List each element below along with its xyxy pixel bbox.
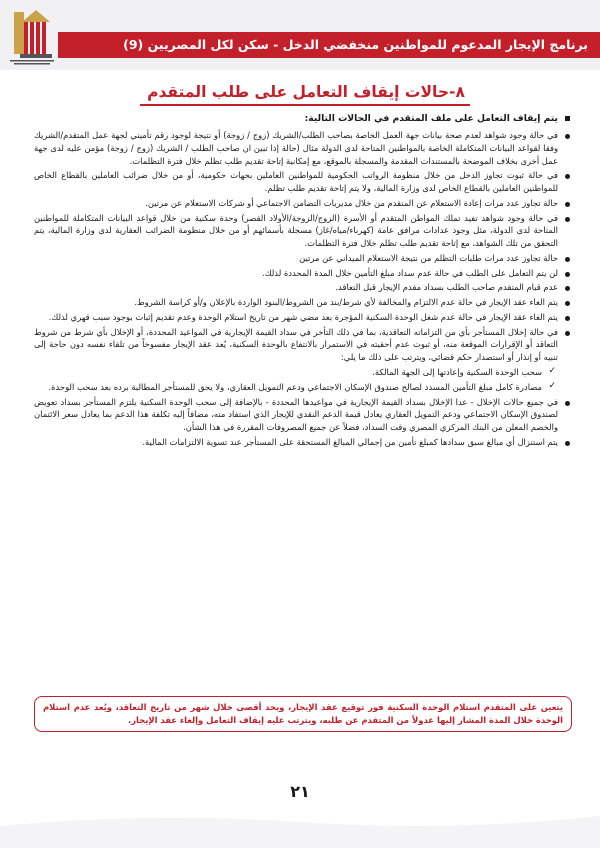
list-item: في حالة إخلال المستأجر بأي من التزاماته التعاقدية، بما في ذلك التأخر في سداد القيمة الإيجارية في المواعيد المحددة، أو الإخلال بأي شرط من شروط التعاقد أو الإقرارات الموقعة منه، أو ثبوت عدم أحقيته في الاستمرار بالانتفاع بالوحدة السكنية، يُعد عقد الإيجار مفسوخاً من تلقاء نفسه دون حاجة إلى تنبيه أو إنذار أو استصدار حكم قضائي، ويترتب على ذلك ما يلي: xyxy=(34,326,572,364)
list-item: في حالة وجود شواهد لعدم صحة بيانات جهة العمل الخاصة بصاحب الطلب/الشريك (زوج / زوجة) أو نتيجة لوجود رقم تأميني لجهة عمل المتقدم/الشريك وفقا لقواعد البيانات المتكاملة الخاصة بالمواطنين المتاحة لدى الدولة مثال (حالة إذا تبين ان صاحب الطلب / الشريك (زوج / زوجة) مؤمن عليه لدى جهة عمل أخرى بخلاف الموضحة بالمستندات المقدمة والمسجلة بالموقع، مع إمكانية إتاحة تقديم طلب تظلم خلال فترة التظلمات. xyxy=(34,129,572,167)
header-title: برنامج الإيجار المدعوم للمواطنين منخفضي الدخل - سكن لكل المصريين (9) xyxy=(58,32,600,58)
list-item: حالة تجاوز عدد مرات طلبات التظلم من نتيجة الاستعلام الميداني عن مرتين xyxy=(34,252,572,265)
list-item: يتم استنزال أي مبالغ سبق سدادها كمبلغ تأمين من إجمالي المبالغ المستحقة على المستأجر عند تسوية الالتزامات المالية. xyxy=(34,436,572,449)
list-item: لن يتم التعامل على الطلب في حالة عدم سداد مبلغ التأمين خلال المدة المحددة لذلك. xyxy=(34,267,572,280)
section-intro: يتم إيقاف التعامل على ملف المتقدم في الحالات التالية: xyxy=(34,112,572,126)
content-body xyxy=(34,112,572,451)
list-item: في جميع حالات الإخلال - عدا الإخلال بسداد القيمة الإيجارية في مواعيدها المحددة - بالإضافة إلى سحب الوحدة السكنية يلتزم المستأجر بسداد تعويض لصندوق الإسكان الاجتماعي ودعم التمويل العقاري يعادل قيمة الدعم النقدي للإيجار الذي استفاد منه، مضافاً إليه تكلفة هذا الدعم بما يعادل سعر الائتمان والخصم المعلن من البنك المركزي المصري وقت السداد، فضلاً عن جميع المصروفات المقررة في هذا الشأن. xyxy=(34,396,572,434)
section-title: ٨-حالات إيقاف التعامل على طلب المتقدم xyxy=(147,83,465,101)
notice-box: يتعين على المتقدم استلام الوحدة السكنية فور توقيع عقد الإيجار، وبحد أقصى خلال شهر من تاريخ التعاقد، ويُعد عدم استلام الوحدة خلال المدة المشار إليها عدولاً من المتقدم عن طلبه، ويترتب عليه إيقاف التعامل وإلغاء عقد الإيجار. xyxy=(34,696,572,732)
sub-list-item: ✓ سحب الوحدة السكنية وإعادتها إلى الجهة المالكة. xyxy=(34,366,556,379)
page-number: ٢١ xyxy=(290,782,310,801)
list-item: يتم الغاء عقد الإيجار في حالة عدم الالتزام والمخالفة لأي شرط/بند من الشروط/البنود الواردة بالإعلان و/أو كراسة الشروط. xyxy=(34,296,572,309)
list-item: في حالة ثبوت تجاوز الدخل من خلال منظومة الرواتب الحكومية للمواطنين العاملين بجهات حكومية، أو من خلال ضرائب العاملين بالقطاع الخاص للمواطنين العاملين بالقطاع الخاص لدى وزارة المالية، ولا يتم إتاحة تقديم طلب تظلم. xyxy=(34,169,572,195)
sub-list-item: ✓ مصادرة كامل مبلغ التأمين المسدد لصالح صندوق الإسكان الاجتماعي ودعم التمويل العقاري، ولا يحق للمستأجر المطالبة برده بعد سحب الوحدة. xyxy=(34,381,556,394)
list-item: عدم قيام المتقدم صاحب الطلب بسداد مقدم الإيجار قبل التعاقد. xyxy=(34,281,572,294)
footer-decoration xyxy=(0,808,600,848)
bullet-list-continued xyxy=(34,396,572,449)
bullet-list xyxy=(34,129,572,364)
list-item: يتم الغاء عقد الإيجار في حالة عدم شغل الوحدة السكنية المؤجرة بعد مضي شهر من تاريخ استلام الوحدة وعدم تقديم إثبات بوجود سبب قهري لذلك. xyxy=(34,311,572,324)
list-item: حالة تجاوز عدد مرات إعادة الاستعلام عن المتقدم من خلال مديريات التضامن الاجتماعي أو شركات الاستعلام عن مرتين. xyxy=(34,197,572,210)
list-item: في حالة وجود شواهد تفيد تملك المواطن المتقدم أو الأسرة (الزوج/الزوجة/الأولاد القصر) وحدة سكنية من خلال قواعد البيانات المتكاملة للمواطنين المتاحة لدى الدولة، مثل وجود عدادات مرافق عامة (كهرباء/مياه/غاز) مسجلة بأسمائهم أو من خلال منظومة الضرائب العقارية لدى وزارة المالية، يتم التحقق من تلك الشواهد، مع إتاحة تقديم طلب تظلم خلال فترة التظلمات. xyxy=(34,212,572,250)
page-header xyxy=(0,0,600,70)
sub-bullet-list xyxy=(34,366,556,394)
title-underline xyxy=(140,104,470,106)
